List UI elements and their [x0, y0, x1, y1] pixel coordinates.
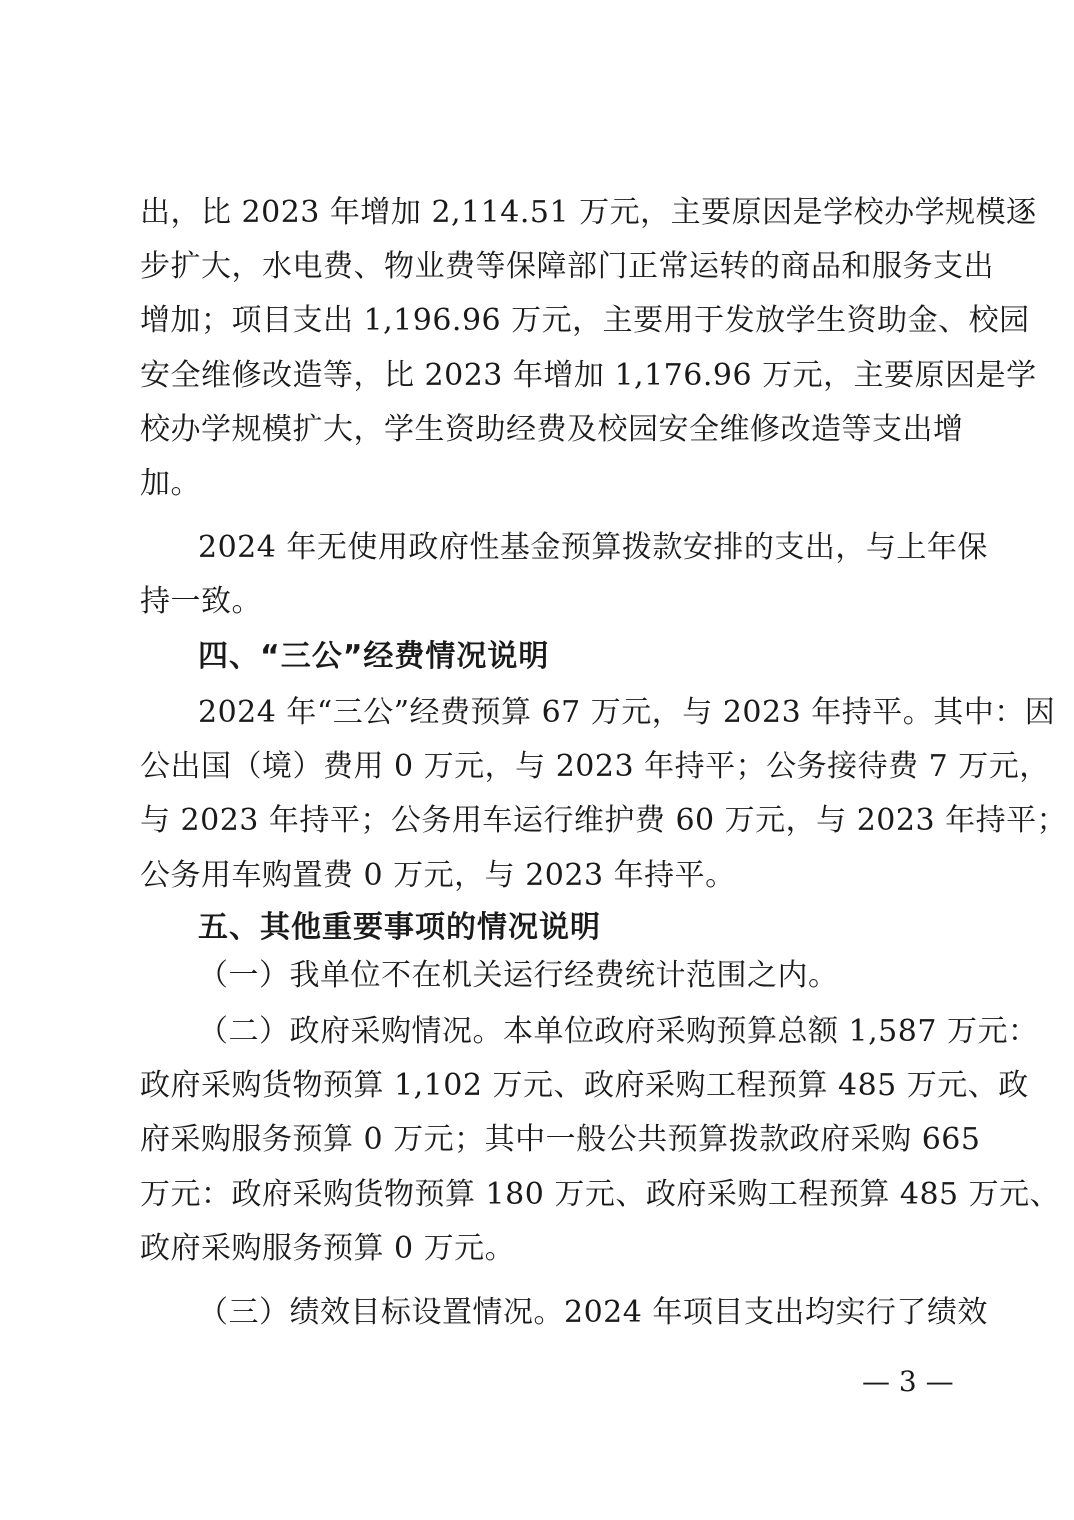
paragraph-three-public-funds: [140, 686, 1068, 903]
text-line: （三）绩效目标设置情况。2024 年项目支出均实行了绩效: [198, 1295, 988, 1330]
text-line: （一）我单位不在机关运行经费统计范围之内。: [198, 958, 839, 993]
text-line: 2024 年“三公”经费预算 67 万元，与 2023 年持平。其中：因: [198, 695, 1056, 730]
page-number: — 3 —: [862, 1365, 954, 1398]
text-line: 公出国（境）费用 0 万元，与 2023 年持平；公务接待费 7 万元，: [140, 749, 1050, 785]
text-line: 与 2023 年持平；公务用车运行维护费 60 万元，与 2023 年持平；: [140, 803, 1068, 839]
text-line: 2024 年无使用政府性基金预算拨款安排的支出，与上年保: [198, 530, 988, 565]
text-line: 持一致。: [140, 584, 262, 620]
text-line: 步扩大，水电费、物业费等保障部门正常运转的商品和服务支出: [140, 249, 994, 285]
section-heading-three-public: [140, 630, 936, 684]
section-heading-other-matters: [140, 901, 936, 955]
text-line: 政府采购服务预算 0 万元。: [140, 1230, 516, 1266]
text-line: 加。: [140, 465, 201, 501]
text-line: 出，比 2023 年增加 2,114.51 万元，主要原因是学校办学规模逐: [140, 195, 1037, 230]
text-line: 增加；项目支出 1,196.96 万元，主要用于发放学生资助金、校园: [140, 303, 1030, 339]
text-line: 政府采购货物预算 1,102 万元、政府采购工程预算 485 万元、政: [140, 1068, 1029, 1104]
text-line: 安全维修改造等，比 2023 年增加 1,176.96 万元，主要原因是学: [140, 357, 1037, 393]
text-line: 校办学规模扩大，学生资助经费及校园安全维修改造等支出增: [140, 411, 964, 447]
text-line: 府采购服务预算 0 万元；其中一般公共预算拨款政府采购 665: [140, 1122, 981, 1158]
paragraph-government-fund: [140, 521, 988, 629]
paragraph-item-one: [140, 949, 936, 1003]
section-heading: 五、其他重要事项的情况说明: [198, 910, 601, 945]
text-line: 万元：政府采购货物预算 180 万元、政府采购工程预算 485 万元、: [140, 1176, 1061, 1212]
paragraph-performance-targets: [140, 1286, 988, 1340]
section-heading: 四、“三公”经费情况说明: [198, 639, 550, 674]
paragraph-procurement: [140, 1005, 1061, 1276]
paragraph-expenditure-continued: [140, 186, 1037, 511]
text-line: 公务用车购置费 0 万元，与 2023 年持平。: [140, 857, 736, 893]
text-line: （二）政府采购情况。本单位政府采购预算总额 1,587 万元：: [198, 1014, 1039, 1049]
